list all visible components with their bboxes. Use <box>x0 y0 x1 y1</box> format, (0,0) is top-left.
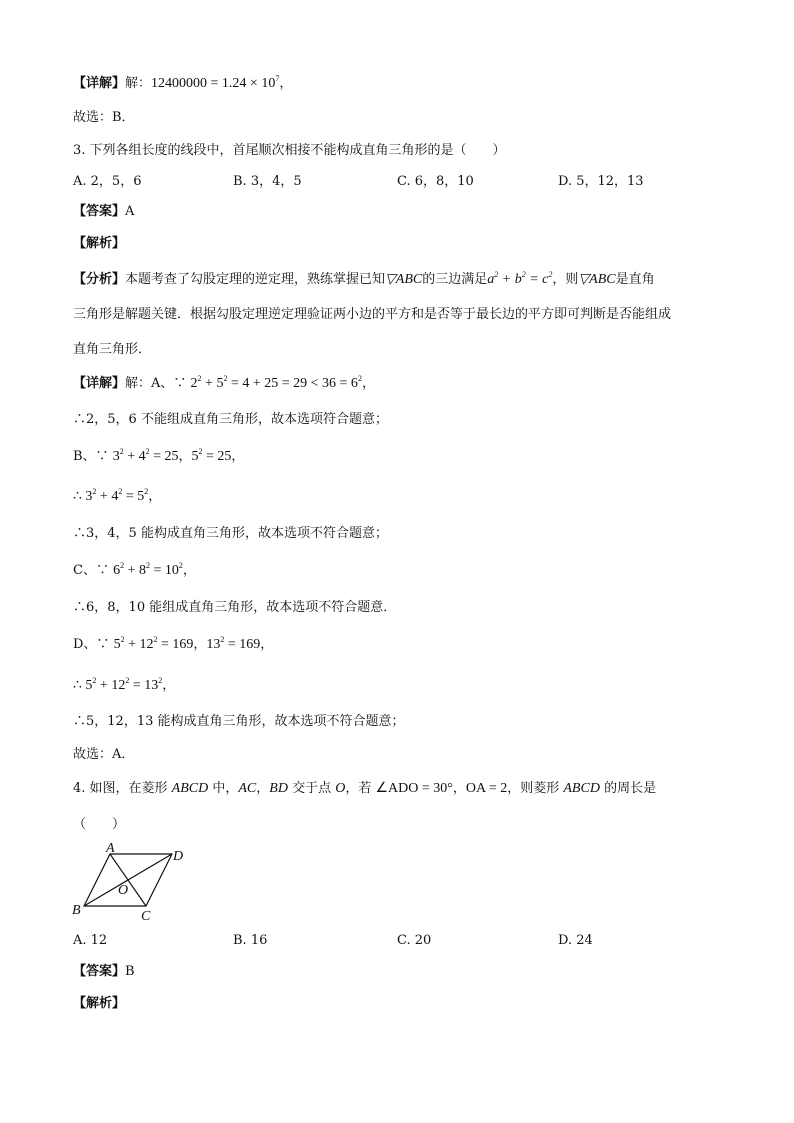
q4-option-a: A. 12 <box>73 933 108 948</box>
rhombus-figure <box>70 840 200 922</box>
vertex-b-label: B <box>72 903 81 918</box>
q3-detail-d: D、∵ $5^2 + 12^2 = 169$，$13^2 = 169$， <box>73 635 274 652</box>
answer-value: B <box>125 964 135 979</box>
q3-option-a: A. 2，5，6 <box>73 174 142 189</box>
q3-analysis-label: 【解析】 <box>73 236 126 251</box>
q4-option-c: C. 20 <box>397 933 432 948</box>
q3-option-c: C. 6，8，10 <box>397 174 474 189</box>
q3-detail-a: 【详解】解：A、∵ $2^2 + 5^2 = 4 + 25 = 29 < 36 = 6^2$， <box>73 374 375 391</box>
q3-conclusion-b: ∴3，4，5 能构成直角三角形，故本选项不符合题意； <box>73 526 388 541</box>
q3-conclusion-d: ∴5，12，13 能构成直角三角形，故本选项不符合题意； <box>73 714 405 729</box>
q4-answer-line <box>73 962 135 982</box>
q3-detail-b: B、∵ $3^2 + 4^2 = 25$，$5^2 = 25$， <box>73 447 245 464</box>
question-4-stem: 4. 如图，在菱形 ABCD 中，AC，BD 交于点 O，若 ∠ADO = 30°，OA = 2，则菱形 ABCD 的周长是 <box>73 781 657 796</box>
q3-detail-c: C、∵ $6^2 + 8^2 = 10^2$， <box>73 561 196 578</box>
vertex-a-label: A <box>106 841 115 856</box>
answer-label: 【答案】 <box>73 204 126 219</box>
vertex-d-label: D <box>173 849 184 864</box>
detail-line-q2: 【详解】解：$12400000 = 1.24 \times 10^7$， <box>73 74 293 91</box>
q4-analysis-label: 【解析】 <box>73 996 126 1011</box>
question-4-paren: （ ） <box>73 817 126 832</box>
center-o-label: O <box>118 883 129 898</box>
q3-option-b: B. 3，4，5 <box>233 174 302 189</box>
q3-therefore-d: ∴ $5^2 + 12^2 = 13^2$， <box>73 676 176 693</box>
answer-value: A <box>125 204 135 219</box>
q3-choice: 故选：A． <box>73 747 135 762</box>
q3-fenxi-line-3: 直角三角形． <box>73 342 152 357</box>
q3-conclusion-a: ∴2，5，6 不能组成直角三角形，故本选项符合题意； <box>73 412 388 427</box>
q3-option-d: D. 5，12，13 <box>558 174 644 189</box>
detail-label: 【详解】 <box>73 76 126 91</box>
q3-answer-line <box>73 202 134 222</box>
q4-option-d: D. 24 <box>558 933 593 948</box>
vertex-c-label: C <box>141 909 151 922</box>
q3-fenxi-line-2: 三角形是解题关键．根据勾股定理逆定理验证两小边的平方和是否等于最长边的平方即可判断是否能组成 <box>73 307 672 322</box>
question-3-stem: 3. 下列各组长度的线段中，首尾顺次相接不能构成直角三角形的是（ ） <box>73 143 506 158</box>
q4-option-b: B. 16 <box>233 933 268 948</box>
answer-label: 【答案】 <box>73 964 126 979</box>
q3-conclusion-c: ∴6，8，10 能组成直角三角形，故本选项不符合题意． <box>73 600 397 615</box>
math-expression: $12400000 = 1.24 \times 10^7$ <box>151 74 280 91</box>
q3-therefore-b: ∴ $3^2 + 4^2 = 5^2$， <box>73 487 162 504</box>
q3-fenxi-line-1: 【分析】本题考查了勾股定理的逆定理，熟练掌握已知▽ABC的三边满足$a^2 + b^2 = c^2$，则▽ABC是直角 <box>73 270 655 287</box>
choice-line-q2: 故选：B． <box>73 110 135 125</box>
